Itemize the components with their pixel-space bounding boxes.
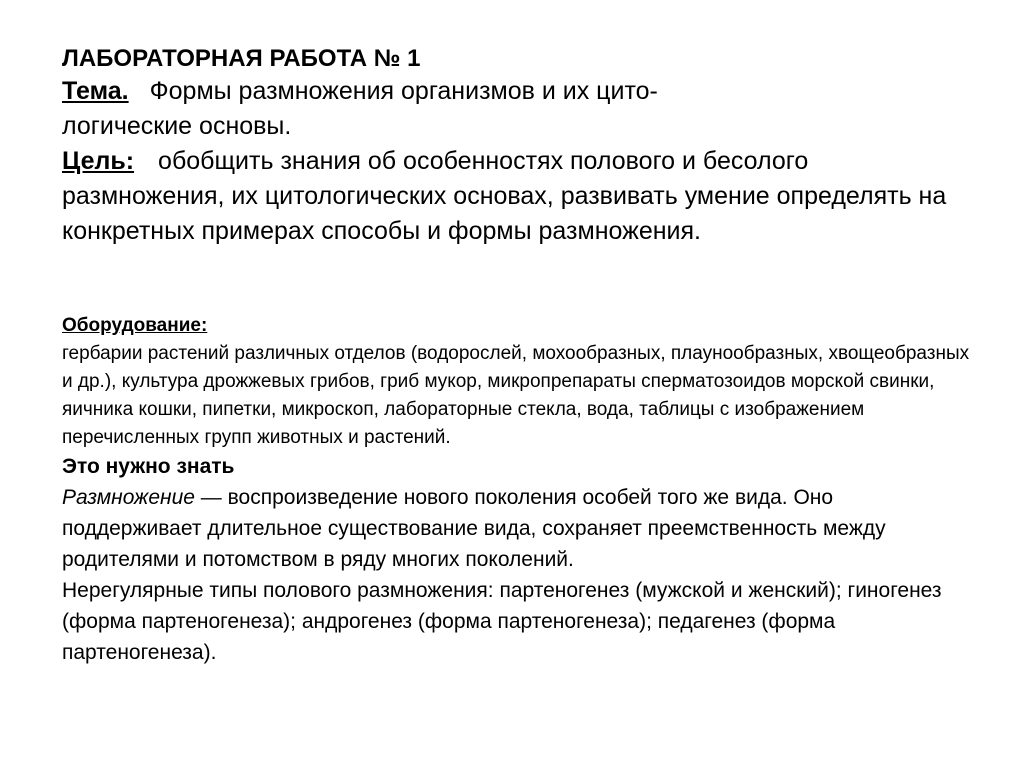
know-heading: Это нужно знать	[62, 455, 235, 478]
topic-text-cont: логические основы.	[62, 112, 292, 140]
topic-line	[62, 74, 972, 144]
goal-text: обобщить знания об особенностях полового и бесолого	[158, 147, 809, 175]
slide-content	[62, 44, 972, 668]
goal-paragraph	[62, 144, 972, 249]
topic-label: Тема.	[62, 77, 129, 105]
definition-text: — воспроизведение нового поколения особей того же вида. Оно поддерживает длительное существование вида, сохраняет преемственность между родителями и потомством в ряду многих поколений.	[62, 486, 886, 571]
equipment-section	[62, 312, 972, 452]
page-title: ЛАБОРАТОРНАЯ РАБОТА № 1	[62, 45, 421, 72]
equipment-heading: Оборудование:	[62, 315, 208, 336]
goal-text-cont: размножения, их цитологических основах, развивать умение определять на конкретных примерах способы и формы размножения.	[62, 182, 947, 245]
goal-label: Цель:	[62, 147, 135, 175]
irregular-types-paragraph: Нерегулярные типы полового размножения: партеногенез (мужской и женский); гиногенез (форма партеногенеза); андрогенез (форма партеногенеза); педагенез (форма партеногенеза).	[62, 579, 942, 664]
definition-term: Размножение	[62, 486, 195, 509]
equipment-text: гербарии растений различных отделов (водорослей, мохообразных, плаунообразных, хвощеобразных и др.), культура дрожжевых грибов, гриб мукор, микропрепараты сперматозоидов морской свинки, яичника кошки, пипетки, микроскоп, лабораторные стекла, вода, таблицы с изображением перечисленных групп животных и растений.	[62, 343, 970, 448]
definition-paragraph	[62, 482, 972, 575]
topic-text: Формы размножения организмов и их цито-	[149, 77, 658, 105]
